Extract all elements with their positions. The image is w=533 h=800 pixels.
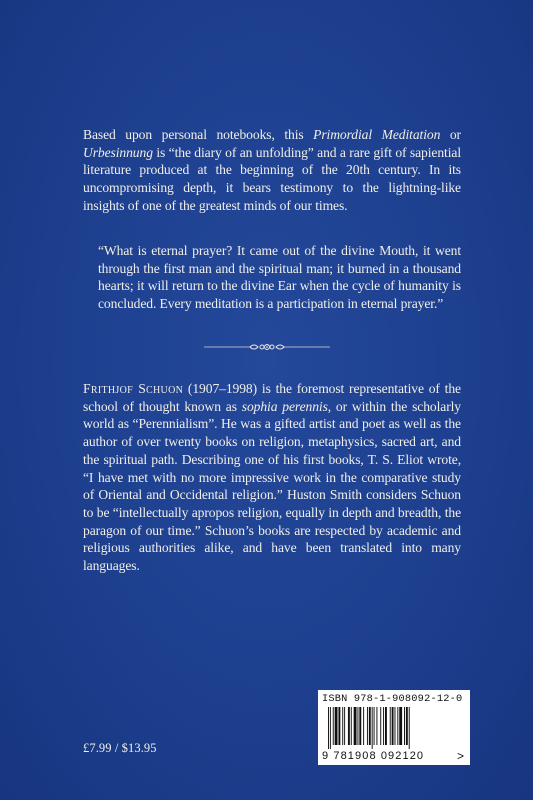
barcode-bar [404,707,405,745]
barcode-bar [397,707,398,745]
barcode-bar [363,707,364,745]
barcode-bar [367,707,368,745]
ornament-divider [204,341,330,353]
barcode-bar [330,707,331,749]
isbn-text: ISBN 978-1-908092-12-0 [322,693,463,705]
barcode-bar [354,707,357,745]
barcode-bar [390,707,391,745]
bio-text-1: (1907–1998) is the foremost representative of the school of thought known as [83,381,461,414]
barcode-bar [351,707,352,745]
author-bio-paragraph [83,380,461,575]
barcode-bar [328,707,329,749]
book-title-italic: Primordial Meditation [313,127,441,142]
author-name: Frithjof Schuon [83,381,184,396]
barcode-bar [357,707,358,745]
barcode-bar [369,707,371,745]
sophia-perennis-italic: sophia perennis [241,398,328,414]
barcode-bar [344,707,345,745]
barcode-bar [342,707,343,745]
barcode-bar [392,707,394,745]
intro-text-2: or [440,127,461,142]
barcode-bar [406,707,408,745]
bio-text-2: , or within the scholarly world as “Perennialism”. He was a gifted artist and poet as well as the author of over twenty books on religion, metaphysics, sacred art, and the spiritual path. Describing one of his first books, T. S. Eliot wrote, “I have met with no more impressive work in the comparative study of Oriental and Occidental religion.” Huston Smith considers Schuon to be “intellectually apropos religion, equally in depth and breadth, the paragon of our time.” Schuon’s books are respected by academic and religious authorities alike, and have been translated into many languages. [83,398,461,574]
barcode-bar [395,707,396,745]
isbn-barcode [318,690,470,765]
barcode-arrow: > [457,749,465,763]
barcode-bar [385,707,387,745]
barcode-bar [372,707,373,749]
barcode-bar [409,707,410,749]
barcode-bar [383,707,384,745]
barcode-bar [359,707,361,745]
intro-text-3: is “the diary of an unfolding” and a rare gift of sapiential literature produced at the beginning of the 20th century. In its uncompromising depth, it bears testimony to the lightning-like insights of one of the greatest minds of our times. [83,144,461,213]
barcode-bar [374,707,375,745]
barcode-bars [322,707,456,749]
barcode-bar [338,707,340,745]
original-title-italic: Urbesinnung [83,144,153,160]
price-label: £7.99 / $13.95 [83,741,157,755]
barcode-bar [333,707,334,745]
barcode-bar [335,707,338,745]
quote-paragraph: “What is eternal prayer? It came out of the divine Mouth, it went through the first man and the spiritual man; it burned in a thousand hearts; it will return to the divine Ear when the cycle of humanity is concluded. Every meditation is a participation in eternal prayer.” [98,243,461,312]
barcode-bar [376,707,377,745]
intro-paragraph [83,126,461,215]
barcode-bar [348,707,350,745]
intro-text-1: Based upon personal notebooks, this [83,127,314,142]
barcode-digits: 9 781908 092120 [322,750,425,762]
barcode-bar [399,707,402,745]
barcode-bar [380,707,381,745]
